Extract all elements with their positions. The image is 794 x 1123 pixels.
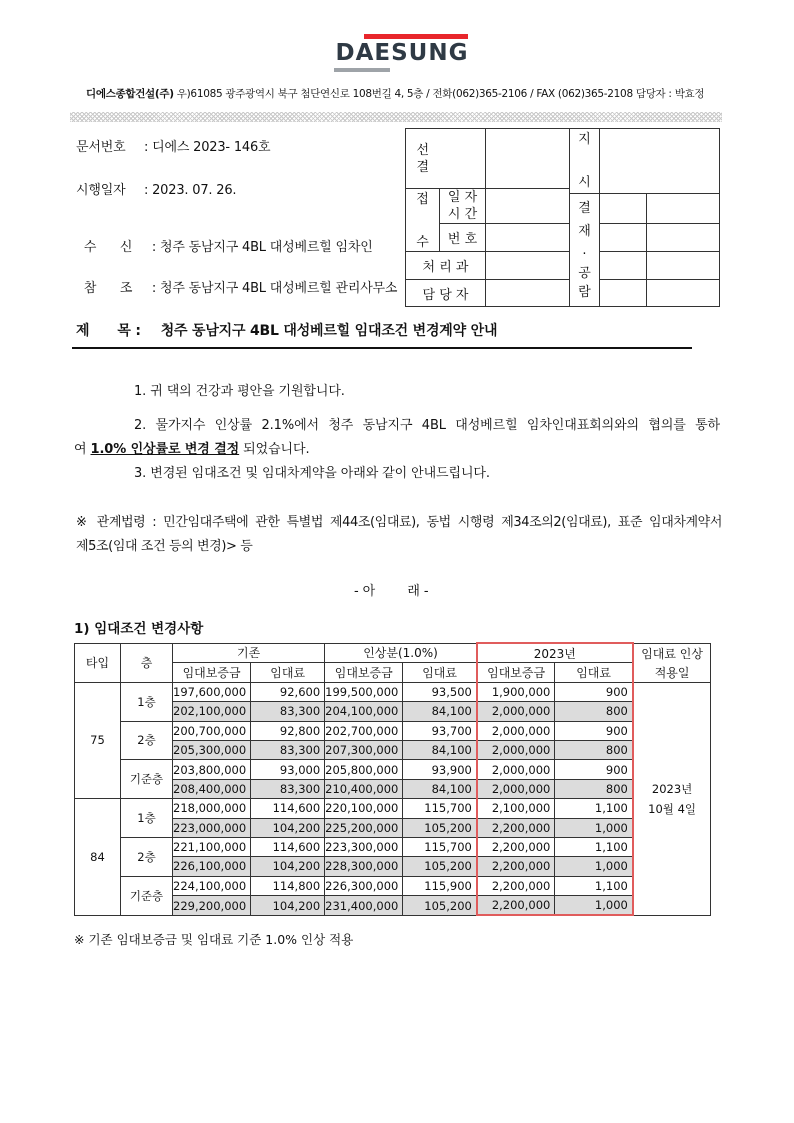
approval-char: 재: [578, 223, 591, 239]
cell-type: 84: [75, 799, 121, 916]
approval-char: 지: [578, 132, 591, 147]
cell-increase-rent: 84,100: [403, 740, 477, 759]
cell-increase-deposit: 231,400,000: [325, 896, 403, 916]
cell-2023-rent: 900: [555, 682, 633, 701]
meta-document-number: [76, 136, 270, 155]
approval-department-field[interactable]: [486, 252, 570, 280]
approval-char: 접: [416, 192, 429, 207]
header-existing: 기존: [173, 643, 325, 663]
cell-increase-rent: 93,500: [403, 682, 477, 701]
header-2023-rent: 임대료: [555, 663, 633, 682]
subject-line: [76, 320, 497, 340]
approval-seongyeol-blank: [440, 129, 486, 189]
approval-cell[interactable]: [600, 252, 647, 280]
cell-2023-rent: 1,000: [555, 857, 633, 876]
cell-2023-rent: 900: [555, 760, 633, 779]
approval-number-field[interactable]: [486, 224, 570, 252]
cell-floor: 1층: [121, 799, 173, 838]
table-row: [75, 799, 711, 818]
subject-text: 청주 동남지구 4BL 대성베르힐 임대조건 변경계약 안내: [160, 323, 498, 339]
cell-existing-deposit: 218,000,000: [173, 799, 251, 818]
meta-label: 참 조: [83, 281, 133, 296]
cell-existing-rent: 92,800: [251, 721, 325, 740]
approval-date-time-label: [440, 189, 486, 224]
center-mark: - 아 래 -: [354, 584, 429, 599]
cell-floor: 기준층: [121, 876, 173, 915]
header-type: 타입: [75, 643, 121, 682]
cell-existing-deposit: 202,100,000: [173, 702, 251, 721]
cell-floor: 1층: [121, 682, 173, 721]
cell-increase-rent: 115,900: [403, 876, 477, 895]
cell-existing-rent: 104,200: [251, 896, 325, 916]
cell-existing-deposit: 229,200,000: [173, 896, 251, 916]
cell-existing-deposit: 197,600,000: [173, 682, 251, 701]
cell-2023-deposit: 2,000,000: [477, 702, 555, 721]
emphasis-rate-change: 1.0% 인상률로 변경 결정: [90, 442, 240, 457]
cell-floor: 2층: [121, 721, 173, 760]
approval-jisi-field[interactable]: [600, 129, 720, 194]
meta-label: 시행일자: [76, 183, 126, 198]
cell-existing-rent: 83,300: [251, 779, 325, 798]
table-footnote: ※ 기존 임대보증금 및 임대료 기준 1.0% 인상 적용: [74, 932, 354, 947]
company-logo: [334, 32, 470, 72]
meta-value: : 청주 동남지구 4BL 대성베르힐 관리사무소: [151, 281, 398, 296]
cell-2023-rent: 1,000: [555, 818, 633, 837]
approval-char: 선: [416, 142, 430, 158]
company-address: 우)61085 광주광역시 북구 첨단연신로 108번길 4, 5층 / 전화(062)365-2106 / FAX (062)365-2108 담당자 : 박효정: [176, 88, 705, 100]
cell-increase-deposit: 225,200,000: [325, 818, 403, 837]
cell-increase-deposit: 220,100,000: [325, 799, 403, 818]
body-paragraph-2-prefix: 여: [74, 442, 87, 457]
cell-increase-rent: 93,700: [403, 721, 477, 740]
cell-2023-deposit: 2,000,000: [477, 779, 555, 798]
rent-conditions-table: [74, 642, 711, 916]
header-increase: 인상분(1.0%): [325, 643, 477, 663]
cell-type: 75: [75, 682, 121, 798]
cell-increase-rent: 84,100: [403, 702, 477, 721]
meta-label: 수 신: [83, 240, 133, 255]
cell-increase-rent: 115,700: [403, 799, 477, 818]
approval-number-label: 번 호: [440, 224, 486, 252]
cell-2023-deposit: 2,100,000: [477, 799, 555, 818]
body-paragraph-2: 2. 물가지수 인상률 2.1%에서 청주 동남지구 4BL 대성베르힐 임차인대표회의와의 협의를 통하: [134, 418, 720, 433]
law-note-line-1: ※ 관계법령 : 민간임대주택에 관한 특별법 제44조(임대료), 동법 시행령 제34조의2(임대료), 표준 임대차계약서: [76, 515, 722, 530]
cell-floor: 기준층: [121, 760, 173, 799]
logo-wordmark: DAESUNG: [335, 40, 469, 66]
approval-cell[interactable]: [600, 194, 647, 224]
approval-person-field[interactable]: [486, 280, 570, 307]
approval-cell[interactable]: [647, 194, 720, 224]
cell-2023-rent: 800: [555, 702, 633, 721]
approval-char: 시: [578, 175, 591, 190]
cell-increase-deposit: 199,500,000: [325, 682, 403, 701]
subject-label: 제 목 :: [76, 323, 141, 339]
cell-2023-deposit: 2,200,000: [477, 896, 555, 916]
approval-department-label: 처 리 과: [406, 252, 486, 280]
subject-underline: [72, 347, 692, 349]
cell-existing-deposit: 205,300,000: [173, 740, 251, 759]
approval-jeopsu-label: [406, 189, 440, 252]
cell-2023-deposit: 2,200,000: [477, 837, 555, 856]
cell-existing-deposit: 221,100,000: [173, 837, 251, 856]
table-row: [75, 682, 711, 701]
cell-increase-rent: 105,200: [403, 857, 477, 876]
approval-char: 시 간: [447, 207, 478, 222]
cell-increase-rent: 84,100: [403, 779, 477, 798]
cell-2023-rent: 1,100: [555, 876, 633, 895]
header-2023: 2023년: [477, 643, 633, 663]
cell-existing-rent: 83,300: [251, 740, 325, 759]
table-row: [75, 721, 711, 740]
header-increase-deposit: 임대보증금: [325, 663, 403, 682]
cell-increase-rent: 105,200: [403, 896, 477, 916]
header-increase-rent: 임대료: [403, 663, 477, 682]
apply-date-day: 10월 4일: [648, 801, 696, 816]
logo-red-bar: [364, 34, 468, 39]
cell-increase-deposit: 205,800,000: [325, 760, 403, 779]
meta-value: : 2023. 07. 26.: [144, 183, 237, 198]
cell-2023-deposit: 2,200,000: [477, 876, 555, 895]
cell-existing-deposit: 223,000,000: [173, 818, 251, 837]
cell-existing-rent: 93,000: [251, 760, 325, 779]
table-row: [75, 837, 711, 856]
approval-jisi-label: [570, 129, 600, 194]
meta-value: : 디에스 2023- 146호: [144, 140, 271, 155]
cell-apply-date: [633, 682, 711, 915]
approval-char: 일 자: [447, 190, 478, 205]
approval-cell[interactable]: [647, 252, 720, 280]
cell-existing-rent: 104,200: [251, 818, 325, 837]
cell-increase-deposit: 228,300,000: [325, 857, 403, 876]
approval-char: 결: [578, 200, 591, 216]
cell-2023-deposit: 2,000,000: [477, 721, 555, 740]
table-row: [75, 760, 711, 779]
body-paragraph-3: 3. 변경된 임대조건 및 임대차계약을 아래와 같이 안내드립니다.: [134, 466, 490, 481]
approval-seongyeol-label: [406, 129, 440, 189]
cell-2023-rent: 900: [555, 721, 633, 740]
approval-char: ·: [582, 246, 587, 262]
cell-2023-rent: 800: [555, 779, 633, 798]
cell-increase-deposit: 226,300,000: [325, 876, 403, 895]
approval-char: 결: [416, 159, 430, 175]
company-name: 디에스종합건설(주): [86, 88, 174, 100]
cell-existing-deposit: 200,700,000: [173, 721, 251, 740]
cell-2023-deposit: 2,200,000: [477, 818, 555, 837]
cell-existing-rent: 92,600: [251, 682, 325, 701]
cell-floor: 2층: [121, 837, 173, 876]
apply-date-year: 2023년: [651, 781, 693, 796]
cell-existing-rent: 114,600: [251, 799, 325, 818]
table-row: [75, 876, 711, 895]
meta-recipient: [76, 221, 373, 255]
cell-2023-deposit: 1,900,000: [477, 682, 555, 701]
approval-box: [405, 128, 720, 307]
cell-existing-rent: 114,600: [251, 837, 325, 856]
cell-increase-rent: 115,700: [403, 837, 477, 856]
section-title: 1) 임대조건 변경사항: [74, 621, 204, 637]
approval-cell[interactable]: [647, 224, 720, 252]
approval-cell[interactable]: [647, 280, 720, 307]
header-2023-deposit: 임대보증금: [477, 663, 555, 682]
header-floor: 층: [121, 643, 173, 682]
cell-2023-rent: 800: [555, 740, 633, 759]
cell-existing-rent: 83,300: [251, 702, 325, 721]
cell-increase-rent: 105,200: [403, 818, 477, 837]
cell-2023-rent: 1,100: [555, 799, 633, 818]
meta-reference: [76, 262, 397, 296]
company-address-line: [86, 86, 726, 101]
approval-char: 람: [578, 284, 591, 300]
header-existing-deposit: 임대보증금: [173, 663, 251, 682]
cell-2023-deposit: 2,000,000: [477, 760, 555, 779]
cell-increase-deposit: 204,100,000: [325, 702, 403, 721]
cell-existing-deposit: 226,100,000: [173, 857, 251, 876]
cell-existing-deposit: 203,800,000: [173, 760, 251, 779]
meta-value: : 청주 동남지구 4BL 대성베르힐 임차인: [151, 240, 373, 255]
cell-existing-rent: 104,200: [251, 857, 325, 876]
cell-2023-deposit: 2,000,000: [477, 740, 555, 759]
cell-2023-rent: 1,000: [555, 896, 633, 916]
cell-increase-deposit: 207,300,000: [325, 740, 403, 759]
body-paragraph-1: 1. 귀 댁의 건강과 평안을 기원합니다.: [134, 384, 345, 399]
meta-issue-date: [76, 179, 236, 198]
cell-existing-deposit: 208,400,000: [173, 779, 251, 798]
cell-existing-rent: 114,800: [251, 876, 325, 895]
approval-cell[interactable]: [600, 280, 647, 307]
hatched-divider: [70, 112, 722, 122]
header-apply-date-2: 적용일: [633, 663, 711, 682]
cell-increase-deposit: 210,400,000: [325, 779, 403, 798]
meta-label: 문서번호: [76, 140, 126, 155]
body-paragraph-2-cont: [74, 438, 310, 457]
approval-char: 공: [578, 265, 591, 281]
header-apply-date-1: 임대료 인상: [633, 643, 711, 663]
approval-cell[interactable]: [600, 224, 647, 252]
cell-2023-deposit: 2,200,000: [477, 857, 555, 876]
approval-char: 수: [416, 235, 429, 250]
law-note-line-2: 제5조(임대 조건 등의 변경)> 등: [76, 539, 253, 554]
body-paragraph-2-suffix: 되었습니다.: [243, 442, 310, 457]
approval-gyeoljae-label: [570, 194, 600, 307]
logo-gray-bar: [334, 68, 390, 72]
header-existing-rent: 임대료: [251, 663, 325, 682]
cell-increase-rent: 93,900: [403, 760, 477, 779]
approval-seongyeol-sign[interactable]: [486, 129, 570, 189]
cell-existing-deposit: 224,100,000: [173, 876, 251, 895]
cell-increase-deposit: 202,700,000: [325, 721, 403, 740]
cell-2023-rent: 1,100: [555, 837, 633, 856]
cell-increase-deposit: 223,300,000: [325, 837, 403, 856]
approval-date-time-field[interactable]: [486, 189, 570, 224]
approval-person-label: 담 당 자: [406, 280, 486, 307]
